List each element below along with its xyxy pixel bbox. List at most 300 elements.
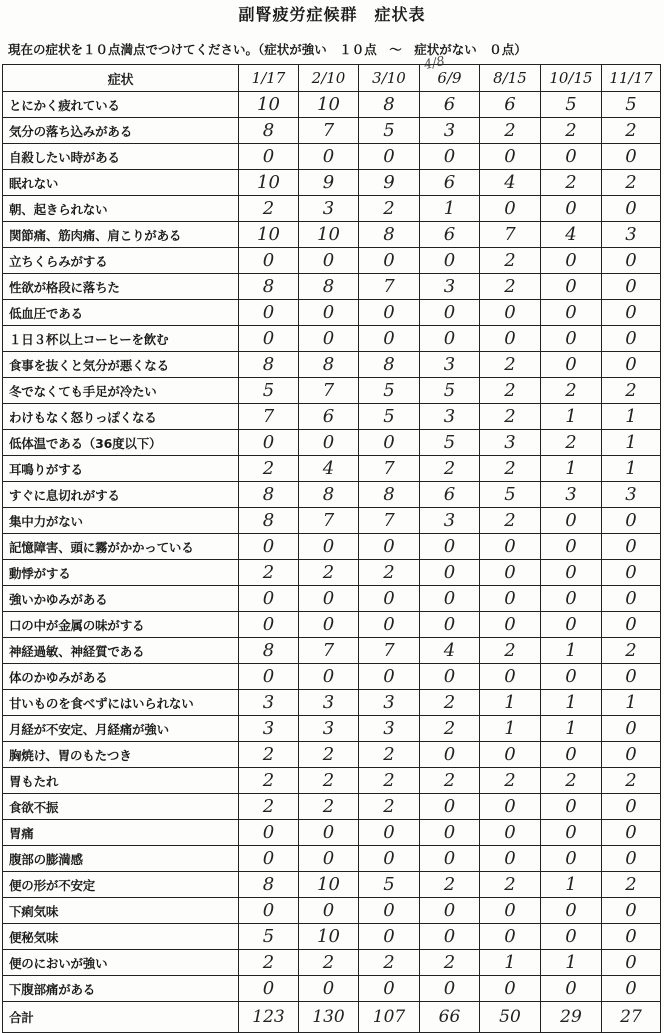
symptom-label: 耳鳴りがする: [3, 456, 239, 482]
score-cell: 0: [602, 742, 661, 768]
score-cell: 10: [239, 92, 299, 118]
score-cell: 0: [541, 534, 602, 560]
symptom-label: 胸焼け、胃のもたつき: [3, 742, 239, 768]
symptom-row: [3, 404, 661, 430]
symptom-row: [3, 170, 661, 196]
score-cell: 0: [299, 976, 359, 1002]
total-score: 27: [602, 1002, 661, 1033]
score-cell: 0: [420, 534, 480, 560]
symptom-row: [3, 378, 661, 404]
score-cell: 10: [239, 222, 299, 248]
score-cell: 0: [239, 326, 299, 352]
symptom-label: 朝、起きられない: [3, 196, 239, 222]
score-cell: 2: [480, 118, 541, 144]
score-cell: 2: [359, 560, 420, 586]
score-cell: 1: [541, 950, 602, 976]
score-cell: 1: [420, 196, 480, 222]
symptom-label: 便の形が不安定: [3, 872, 239, 898]
score-cell: 0: [299, 846, 359, 872]
score-cell: 10: [299, 222, 359, 248]
score-cell: 0: [541, 820, 602, 846]
score-cell: 3: [420, 352, 480, 378]
symptom-label: わけもなく怒りっぽくなる: [3, 404, 239, 430]
score-cell: 0: [420, 820, 480, 846]
score-cell: 6: [480, 92, 541, 118]
score-cell: 0: [480, 664, 541, 690]
score-cell: 2: [602, 118, 661, 144]
score-cell: 0: [602, 716, 661, 742]
score-cell: 0: [420, 898, 480, 924]
score-cell: 0: [480, 196, 541, 222]
score-cell: 2: [239, 560, 299, 586]
score-cell: 0: [359, 326, 420, 352]
score-cell: 2: [602, 170, 661, 196]
score-cell: 7: [359, 274, 420, 300]
score-cell: 4: [420, 638, 480, 664]
score-cell: 2: [480, 404, 541, 430]
score-cell: 1: [541, 872, 602, 898]
score-cell: 0: [541, 508, 602, 534]
score-cell: 3: [420, 404, 480, 430]
symptom-label: 立ちくらみがする: [3, 248, 239, 274]
symptom-label: 下痢気味: [3, 898, 239, 924]
score-cell: 0: [602, 352, 661, 378]
score-cell: 0: [239, 534, 299, 560]
score-cell: 0: [420, 586, 480, 612]
symptom-row: [3, 248, 661, 274]
score-cell: 0: [602, 664, 661, 690]
symptom-row: [3, 638, 661, 664]
score-cell: 0: [480, 300, 541, 326]
score-cell: 10: [299, 92, 359, 118]
score-cell: 2: [299, 950, 359, 976]
score-cell: 3: [359, 716, 420, 742]
score-cell: 2: [239, 196, 299, 222]
score-cell: 2: [602, 638, 661, 664]
symptom-row: [3, 768, 661, 794]
score-cell: 3: [299, 196, 359, 222]
score-cell: 10: [299, 872, 359, 898]
score-cell: 2: [239, 950, 299, 976]
score-cell: 0: [541, 560, 602, 586]
symptom-row: [3, 586, 661, 612]
symptom-label: 甘いものを食べずにはいられない: [3, 690, 239, 716]
score-cell: 0: [299, 430, 359, 456]
symptom-label: すぐに息切れがする: [3, 482, 239, 508]
symptom-label: １日３杯以上コーヒーを飲む: [3, 326, 239, 352]
symptom-table: [2, 64, 661, 1033]
score-cell: 8: [359, 92, 420, 118]
score-cell: 8: [359, 352, 420, 378]
page-title: 副腎疲労症候群 症状表: [238, 5, 426, 24]
score-cell: 6: [420, 482, 480, 508]
date-column-header: 2/10: [299, 65, 359, 92]
symptom-row: [3, 300, 661, 326]
score-cell: 3: [359, 690, 420, 716]
symptom-label: 低体温である（36度以下）: [3, 430, 239, 456]
score-cell: 5: [541, 92, 602, 118]
instruction-text: 現在の症状を１０点満点でつけてください。（症状が強い １０点 ～ 症状がない ０点）: [8, 42, 527, 57]
symptom-label: 集中力がない: [3, 508, 239, 534]
score-cell: 0: [541, 196, 602, 222]
score-cell: 2: [541, 170, 602, 196]
score-cell: 2: [299, 794, 359, 820]
score-cell: 7: [359, 638, 420, 664]
date-column-header: 8/15: [480, 65, 541, 92]
score-cell: 2: [359, 794, 420, 820]
score-cell: 0: [541, 274, 602, 300]
score-cell: 0: [420, 846, 480, 872]
score-cell: 1: [541, 404, 602, 430]
symptom-label: 便秘気味: [3, 924, 239, 950]
score-cell: 2: [480, 352, 541, 378]
symptom-row: [3, 326, 661, 352]
score-cell: 7: [359, 456, 420, 482]
score-cell: 2: [299, 768, 359, 794]
score-cell: 0: [359, 924, 420, 950]
score-cell: 7: [239, 404, 299, 430]
score-cell: 0: [359, 534, 420, 560]
symptom-row: [3, 196, 661, 222]
score-cell: 2: [480, 248, 541, 274]
score-cell: 8: [359, 482, 420, 508]
symptom-label: 胃痛: [3, 820, 239, 846]
score-cell: 2: [480, 378, 541, 404]
score-cell: 0: [420, 794, 480, 820]
symptom-row: [3, 352, 661, 378]
score-cell: 0: [602, 612, 661, 638]
score-cell: 0: [541, 742, 602, 768]
score-cell: 2: [420, 768, 480, 794]
score-cell: 3: [420, 118, 480, 144]
score-cell: 0: [541, 326, 602, 352]
score-cell: 0: [480, 534, 541, 560]
date-column-header: 6/9: [420, 65, 480, 92]
score-cell: 7: [299, 378, 359, 404]
score-cell: 5: [359, 404, 420, 430]
score-cell: 2: [480, 872, 541, 898]
score-cell: 3: [420, 274, 480, 300]
score-cell: 0: [480, 820, 541, 846]
total-score: 29: [541, 1002, 602, 1033]
symptom-column-header: 症状: [3, 65, 239, 92]
score-cell: 0: [359, 430, 420, 456]
score-cell: 0: [602, 794, 661, 820]
score-cell: 5: [359, 118, 420, 144]
score-cell: 2: [420, 950, 480, 976]
score-cell: 1: [602, 404, 661, 430]
symptom-row: [3, 820, 661, 846]
score-cell: 0: [359, 664, 420, 690]
score-cell: 2: [480, 456, 541, 482]
score-cell: 3: [541, 482, 602, 508]
symptom-row: [3, 144, 661, 170]
score-cell: 0: [480, 586, 541, 612]
symptom-label: 便のにおいが強い: [3, 950, 239, 976]
score-cell: 0: [420, 300, 480, 326]
score-cell: 0: [420, 326, 480, 352]
score-cell: 0: [239, 248, 299, 274]
score-cell: 3: [602, 222, 661, 248]
score-cell: 8: [299, 352, 359, 378]
score-cell: 0: [359, 612, 420, 638]
score-cell: 4: [299, 456, 359, 482]
score-cell: 0: [359, 846, 420, 872]
symptom-label: 月経が不安定、月経痛が強い: [3, 716, 239, 742]
symptom-label: 性欲が格段に落ちた: [3, 274, 239, 300]
score-cell: 6: [420, 222, 480, 248]
score-cell: 2: [602, 378, 661, 404]
score-cell: 0: [541, 794, 602, 820]
symptom-row: [3, 430, 661, 456]
symptom-row: [3, 92, 661, 118]
score-cell: 0: [359, 144, 420, 170]
score-cell: 5: [239, 378, 299, 404]
score-cell: 3: [602, 482, 661, 508]
score-cell: 0: [602, 274, 661, 300]
score-cell: 0: [541, 664, 602, 690]
score-cell: 0: [541, 352, 602, 378]
score-cell: 0: [299, 248, 359, 274]
score-cell: 1: [602, 430, 661, 456]
score-cell: 0: [299, 300, 359, 326]
score-cell: 7: [359, 508, 420, 534]
score-cell: 2: [420, 456, 480, 482]
score-cell: 0: [602, 950, 661, 976]
score-cell: 4: [480, 170, 541, 196]
score-cell: 9: [359, 170, 420, 196]
score-cell: 0: [541, 144, 602, 170]
handwritten-note: 4/8: [422, 53, 447, 74]
score-cell: 0: [602, 248, 661, 274]
score-cell: 2: [359, 950, 420, 976]
score-cell: 0: [239, 846, 299, 872]
total-label: 合計: [3, 1002, 239, 1033]
score-cell: 0: [541, 976, 602, 1002]
symptom-label: 強いかゆみがある: [3, 586, 239, 612]
score-cell: 3: [480, 430, 541, 456]
score-cell: 2: [480, 274, 541, 300]
score-cell: 0: [239, 898, 299, 924]
score-cell: 6: [420, 92, 480, 118]
score-cell: 2: [299, 742, 359, 768]
score-cell: 0: [480, 846, 541, 872]
score-cell: 0: [480, 144, 541, 170]
total-score: 50: [480, 1002, 541, 1033]
score-cell: 0: [420, 664, 480, 690]
score-cell: 0: [602, 508, 661, 534]
symptom-row: [3, 742, 661, 768]
score-cell: 0: [359, 898, 420, 924]
score-cell: 0: [602, 898, 661, 924]
date-column-header: 3/10: [359, 65, 420, 92]
score-cell: 0: [299, 612, 359, 638]
symptom-row: [3, 560, 661, 586]
score-cell: 0: [480, 924, 541, 950]
score-cell: 0: [602, 144, 661, 170]
score-cell: 0: [239, 976, 299, 1002]
score-cell: 2: [541, 118, 602, 144]
symptom-label: 関節痛、筋肉痛、肩こりがある: [3, 222, 239, 248]
score-cell: 0: [239, 612, 299, 638]
score-cell: 7: [299, 638, 359, 664]
score-cell: 0: [239, 586, 299, 612]
symptom-row: [3, 716, 661, 742]
score-cell: 3: [299, 716, 359, 742]
score-cell: 1: [480, 690, 541, 716]
symptom-row: [3, 222, 661, 248]
symptom-label: 胃もたれ: [3, 768, 239, 794]
score-cell: 0: [239, 430, 299, 456]
score-cell: 0: [239, 820, 299, 846]
score-cell: 1: [602, 456, 661, 482]
score-cell: 6: [420, 170, 480, 196]
score-cell: 0: [602, 560, 661, 586]
score-cell: 0: [480, 560, 541, 586]
symptom-row: [3, 612, 661, 638]
score-cell: 0: [602, 300, 661, 326]
score-cell: 8: [239, 638, 299, 664]
score-cell: 0: [239, 144, 299, 170]
score-cell: 2: [541, 768, 602, 794]
score-cell: 0: [299, 144, 359, 170]
score-cell: 0: [602, 820, 661, 846]
score-cell: 2: [420, 716, 480, 742]
symptom-row: [3, 794, 661, 820]
score-cell: 5: [420, 430, 480, 456]
score-cell: 2: [239, 794, 299, 820]
score-cell: 0: [480, 976, 541, 1002]
score-cell: 8: [239, 508, 299, 534]
score-cell: 0: [541, 846, 602, 872]
score-cell: 0: [602, 326, 661, 352]
score-cell: 1: [480, 716, 541, 742]
score-cell: 0: [299, 898, 359, 924]
score-cell: 8: [239, 872, 299, 898]
score-cell: 0: [239, 300, 299, 326]
score-cell: 0: [480, 794, 541, 820]
score-cell: 7: [299, 118, 359, 144]
header-row: [3, 65, 661, 92]
symptom-row: [3, 924, 661, 950]
symptom-row: [3, 534, 661, 560]
score-cell: 0: [239, 664, 299, 690]
score-cell: 0: [541, 898, 602, 924]
symptom-label: 自殺したい時がある: [3, 144, 239, 170]
score-cell: 8: [299, 482, 359, 508]
score-cell: 6: [299, 404, 359, 430]
score-cell: 2: [480, 768, 541, 794]
score-cell: 2: [420, 872, 480, 898]
score-cell: 0: [480, 612, 541, 638]
score-cell: 0: [420, 976, 480, 1002]
score-cell: 0: [420, 248, 480, 274]
symptom-label: 気分の落ち込みがある: [3, 118, 239, 144]
score-cell: 0: [420, 612, 480, 638]
score-cell: 7: [299, 508, 359, 534]
score-cell: 0: [602, 924, 661, 950]
score-cell: 4: [541, 222, 602, 248]
score-cell: 2: [299, 560, 359, 586]
score-cell: 0: [602, 586, 661, 612]
score-cell: 8: [239, 352, 299, 378]
score-cell: 0: [299, 326, 359, 352]
symptom-row: [3, 664, 661, 690]
score-cell: 0: [359, 300, 420, 326]
symptom-row: [3, 976, 661, 1002]
date-column-header: 1/17: [239, 65, 299, 92]
score-cell: 0: [299, 586, 359, 612]
symptom-label: 神経過敏、神経質である: [3, 638, 239, 664]
symptom-row: [3, 690, 661, 716]
score-cell: 0: [359, 248, 420, 274]
symptom-label: 体のかゆみがある: [3, 664, 239, 690]
total-score: 130: [299, 1002, 359, 1033]
score-cell: 1: [541, 690, 602, 716]
score-cell: 2: [602, 872, 661, 898]
score-cell: 2: [480, 638, 541, 664]
symptom-label: 食事を抜くと気分が悪くなる: [3, 352, 239, 378]
score-cell: 0: [602, 196, 661, 222]
score-cell: 3: [299, 690, 359, 716]
score-cell: 8: [239, 118, 299, 144]
score-cell: 7: [480, 222, 541, 248]
score-cell: 2: [541, 430, 602, 456]
score-cell: 2: [602, 768, 661, 794]
symptom-row: [3, 482, 661, 508]
score-cell: 8: [299, 274, 359, 300]
score-cell: 10: [239, 170, 299, 196]
score-cell: 0: [602, 846, 661, 872]
score-cell: 0: [541, 586, 602, 612]
date-column-header: 10/15: [541, 65, 602, 92]
score-cell: 0: [299, 534, 359, 560]
symptom-label: 動悸がする: [3, 560, 239, 586]
score-cell: 2: [359, 742, 420, 768]
score-cell: 9: [299, 170, 359, 196]
score-cell: 2: [359, 196, 420, 222]
score-cell: 0: [480, 742, 541, 768]
symptom-row: [3, 456, 661, 482]
score-cell: 3: [420, 508, 480, 534]
score-cell: 2: [541, 378, 602, 404]
score-cell: 0: [602, 976, 661, 1002]
symptom-row: [3, 508, 661, 534]
score-cell: 5: [359, 872, 420, 898]
score-cell: 0: [299, 664, 359, 690]
score-cell: 0: [420, 924, 480, 950]
date-column-header: 11/17: [602, 65, 661, 92]
score-cell: 0: [480, 326, 541, 352]
symptom-label: 眠れない: [3, 170, 239, 196]
score-cell: 0: [420, 742, 480, 768]
symptom-label: 食欲不振: [3, 794, 239, 820]
symptom-row: [3, 898, 661, 924]
score-cell: 5: [359, 378, 420, 404]
symptom-row: [3, 872, 661, 898]
symptom-label: 低血圧である: [3, 300, 239, 326]
symptom-row: [3, 118, 661, 144]
score-cell: 0: [359, 820, 420, 846]
score-cell: 2: [359, 768, 420, 794]
score-cell: 5: [239, 924, 299, 950]
score-cell: 1: [602, 690, 661, 716]
symptom-label: 腹部の膨満感: [3, 846, 239, 872]
score-cell: 1: [480, 950, 541, 976]
symptom-label: とにかく疲れている: [3, 92, 239, 118]
score-cell: 1: [541, 456, 602, 482]
symptom-row: [3, 950, 661, 976]
